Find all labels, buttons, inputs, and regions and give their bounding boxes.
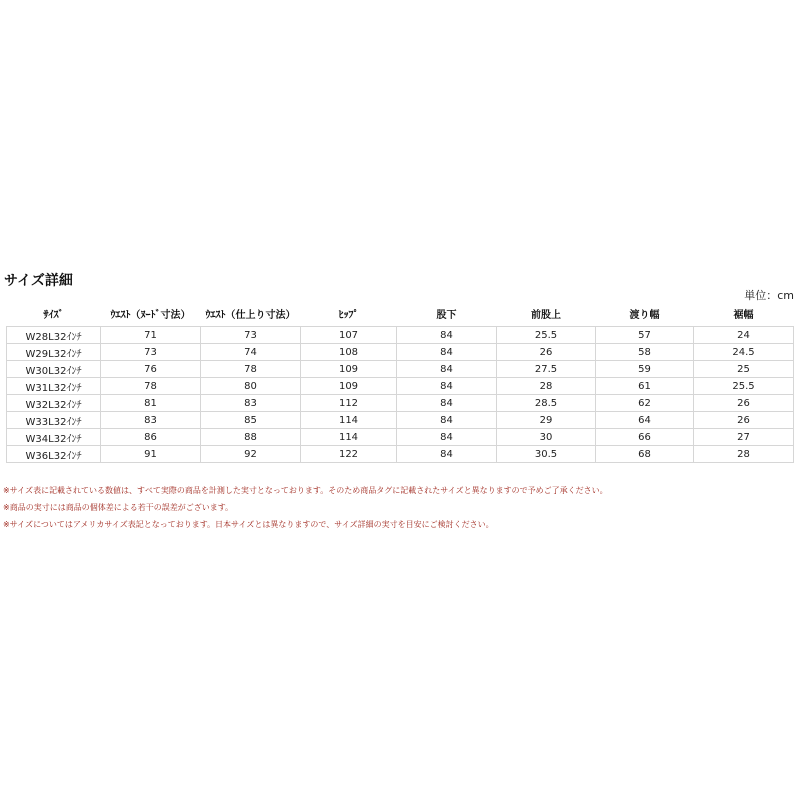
cell-hip: 114 [301, 429, 397, 446]
cell-size: W36L32ｲﾝﾁ [7, 446, 101, 463]
cell-inseam: 84 [397, 446, 497, 463]
notes [3, 482, 608, 533]
header-waist-finished: ｳｴｽﾄ（仕上り寸法） [205, 309, 296, 321]
cell-thigh-width: 59 [596, 361, 694, 378]
cell-hem-width: 25 [694, 361, 794, 378]
cell-thigh-width: 62 [596, 395, 694, 412]
cell-inseam: 84 [397, 429, 497, 446]
cell-size: W33L32ｲﾝﾁ [7, 412, 101, 429]
note-individual-variance: ※商品の実寸には商品の個体差による若干の誤差がございます。 [3, 503, 234, 512]
cell-waist-finished: 80 [201, 378, 301, 395]
cell-front-rise: 27.5 [497, 361, 596, 378]
cell-hem-width: 24 [694, 327, 794, 344]
cell-waist-finished: 88 [201, 429, 301, 446]
cell-hip: 108 [301, 344, 397, 361]
cell-size: W29L32ｲﾝﾁ [7, 344, 101, 361]
cell-inseam: 84 [397, 327, 497, 344]
cell-hip: 114 [301, 412, 397, 429]
cell-hip: 122 [301, 446, 397, 463]
cell-hem-width: 26 [694, 412, 794, 429]
header-inseam: 股下 [436, 309, 457, 321]
table-row [7, 395, 794, 412]
cell-inseam: 84 [397, 361, 497, 378]
cell-hem-width: 24.5 [694, 344, 794, 361]
cell-waist-nude: 71 [101, 327, 201, 344]
cell-thigh-width: 64 [596, 412, 694, 429]
cell-hem-width: 27 [694, 429, 794, 446]
cell-waist-finished: 92 [201, 446, 301, 463]
cell-hem-width: 26 [694, 395, 794, 412]
cell-waist-finished: 83 [201, 395, 301, 412]
cell-front-rise: 25.5 [497, 327, 596, 344]
cell-inseam: 84 [397, 395, 497, 412]
cell-hem-width: 25.5 [694, 378, 794, 395]
cell-waist-nude: 86 [101, 429, 201, 446]
note-us-sizing: ※サイズについてはアメリカサイズ表記となっております。日本サイズとは異なりますので、サイズ詳細の実寸を目安にご検討ください。 [3, 520, 494, 529]
cell-thigh-width: 68 [596, 446, 694, 463]
cell-size: W30L32ｲﾝﾁ [7, 361, 101, 378]
cell-size: W28L32ｲﾝﾁ [7, 327, 101, 344]
cell-front-rise: 26 [497, 344, 596, 361]
cell-waist-nude: 83 [101, 412, 201, 429]
table-row [7, 446, 794, 463]
cell-waist-finished: 85 [201, 412, 301, 429]
header-waist-nude: ｳｴｽﾄ（ﾇｰﾄﾞ寸法） [110, 309, 191, 321]
cell-waist-finished: 78 [201, 361, 301, 378]
unit-label: 単位：cm [744, 289, 794, 302]
table-row [7, 361, 794, 378]
cell-waist-nude: 81 [101, 395, 201, 412]
header-hip: ﾋｯﾌﾟ [338, 309, 359, 321]
cell-size: W34L32ｲﾝﾁ [7, 429, 101, 446]
table-row [7, 378, 794, 395]
header-row [7, 300, 794, 327]
cell-inseam: 84 [397, 412, 497, 429]
table-row [7, 327, 794, 344]
page-title: サイズ詳細 [4, 273, 73, 289]
cell-hip: 109 [301, 378, 397, 395]
cell-front-rise: 29 [497, 412, 596, 429]
cell-thigh-width: 66 [596, 429, 694, 446]
cell-thigh-width: 57 [596, 327, 694, 344]
cell-front-rise: 28 [497, 378, 596, 395]
cell-hip: 112 [301, 395, 397, 412]
header-size: ｻｲｽﾞ [43, 309, 64, 321]
note-measurement: ※サイズ表に記載されている数値は、すべて実際の商品を計測した実寸となっております。そのため商品タグに記載されたサイズと異なりますので予めご了承ください。 [3, 486, 608, 495]
cell-inseam: 84 [397, 344, 497, 361]
cell-waist-finished: 73 [201, 327, 301, 344]
cell-inseam: 84 [397, 378, 497, 395]
cell-size: W31L32ｲﾝﾁ [7, 378, 101, 395]
cell-hip: 109 [301, 361, 397, 378]
cell-waist-nude: 78 [101, 378, 201, 395]
cell-waist-nude: 73 [101, 344, 201, 361]
cell-waist-nude: 91 [101, 446, 201, 463]
table-row [7, 344, 794, 361]
cell-front-rise: 28.5 [497, 395, 596, 412]
cell-front-rise: 30 [497, 429, 596, 446]
cell-hip: 107 [301, 327, 397, 344]
cell-thigh-width: 58 [596, 344, 694, 361]
cell-size: W32L32ｲﾝﾁ [7, 395, 101, 412]
header-hem-width: 裾幅 [733, 309, 754, 321]
cell-waist-nude: 76 [101, 361, 201, 378]
table-row [7, 429, 794, 446]
header-front-rise: 前股上 [531, 309, 561, 321]
size-table [6, 300, 794, 463]
cell-thigh-width: 61 [596, 378, 694, 395]
header-thigh-width: 渡り幅 [629, 309, 660, 321]
cell-front-rise: 30.5 [497, 446, 596, 463]
cell-hem-width: 28 [694, 446, 794, 463]
table-row [7, 412, 794, 429]
cell-waist-finished: 74 [201, 344, 301, 361]
